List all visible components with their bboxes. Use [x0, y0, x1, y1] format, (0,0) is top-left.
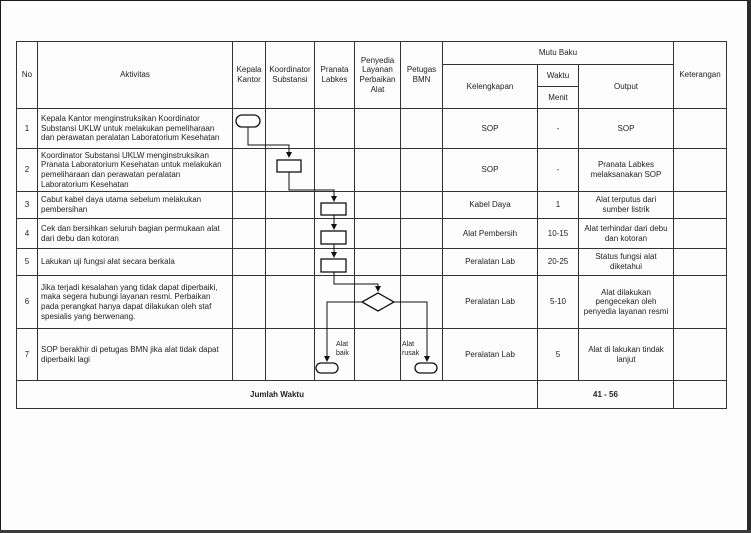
row-kelengkapan: Alat Pembersih	[443, 219, 538, 249]
table-row	[17, 276, 727, 329]
row-kelengkapan: Kabel Daya	[443, 192, 538, 219]
table-row	[17, 329, 727, 381]
row-output: Alat di lakukan tindak lanjut	[579, 329, 674, 381]
header-waktu: Waktu	[538, 65, 579, 87]
row-keterangan	[674, 149, 727, 192]
scan-edge-right	[747, 0, 751, 533]
row-keterangan	[674, 249, 727, 276]
row-no: 3	[17, 192, 38, 219]
flow-label-alat-baik: Alat baik	[336, 341, 349, 357]
row-aktivitas: Jika terjadi kesalahan yang tidak dapat diperbaiki, maka segera hubungi layanan resmi. Perbaikan pada perangkat hanya dapat dilakukan oleh staf spesialis yang berwenang.	[38, 276, 233, 329]
row-waktu: 5	[538, 329, 579, 381]
row-waktu: 20-25	[538, 249, 579, 276]
header-keterangan: Keterangan	[674, 42, 727, 109]
row-kelengkapan: Peralatan Lab	[443, 276, 538, 329]
table-row	[17, 109, 727, 149]
row-no: 4	[17, 219, 38, 249]
table-row	[17, 249, 727, 276]
row-no: 2	[17, 149, 38, 192]
header-no: No	[17, 42, 38, 109]
table-row	[17, 192, 727, 219]
table-row	[17, 149, 727, 192]
row-no: 5	[17, 249, 38, 276]
row-aktivitas: Lakukan uji fungsi alat secara berkala	[38, 249, 233, 276]
row-output: Alat dilakukan pengecekan oleh penyedia layanan resmi	[579, 276, 674, 329]
row-kelengkapan: Peralatan Lab	[443, 329, 538, 381]
header-output: Output	[579, 65, 674, 109]
row-kelengkapan: SOP	[443, 109, 538, 149]
header-menit: Menit	[538, 87, 579, 109]
row-waktu: 1	[538, 192, 579, 219]
row-output: SOP	[579, 109, 674, 149]
row-keterangan	[674, 192, 727, 219]
row-aktivitas: SOP berakhir di petugas BMN jika alat tidak dapat diperbaiki lagi	[38, 329, 233, 381]
header-mutu-baku: Mutu Baku	[443, 42, 674, 65]
flow-label-alat-rusak: Alat rusak	[402, 341, 420, 357]
row-waktu: -	[538, 109, 579, 149]
total-row	[17, 381, 727, 409]
row-keterangan	[674, 219, 727, 249]
header-aktivitas: Aktivitas	[38, 42, 233, 109]
table-row	[17, 219, 727, 249]
header-role-koordinator-substansi: Koordinator Substansi	[266, 42, 315, 109]
header-role-pranata-labkes: Pranata Labkes	[315, 42, 355, 109]
row-waktu: 5-10	[538, 276, 579, 329]
header-kelengkapan: Kelengkapan	[443, 65, 538, 109]
row-output: Alat terputus dari sumber listrik	[579, 192, 674, 219]
row-keterangan	[674, 109, 727, 149]
row-no: 6	[17, 276, 38, 329]
row-output: Status fungsi alat diketahui	[579, 249, 674, 276]
header-role-kepala-kantor: Kepala Kantor	[233, 42, 266, 109]
sop-table	[16, 41, 727, 409]
header-role-petugas-bmn: Petugas BMN	[401, 42, 443, 109]
row-aktivitas: Cabut kabel daya utama sebelum melakukan pembersihan	[38, 192, 233, 219]
row-no: 1	[17, 109, 38, 149]
total-label: Jumlah Waktu	[17, 381, 538, 409]
row-no: 7	[17, 329, 38, 381]
header-role-penyedia-layanan: Penyedia Layanan Perbaikan Alat	[355, 42, 401, 109]
row-aktivitas: Kepala Kantor menginstruksikan Koordinator Substansi UKLW untuk melakukan pemeliharaan dan perawatan peralatan Laboratorium Kesehatan	[38, 109, 233, 149]
row-waktu: 10-15	[538, 219, 579, 249]
row-aktivitas: Koordinator Substansi UKLW menginstruksikan Pranata Laboratorium Kesehatan untuk melakukan pemeliharaan dan perawatan peralatan Laboratorium Kesehatan	[38, 149, 233, 192]
row-waktu: -	[538, 149, 579, 192]
total-value: 41 - 56	[538, 381, 674, 409]
row-output: Pranata Labkes melaksanakan SOP	[579, 149, 674, 192]
row-aktivitas: Cek dan bersihkan seluruh bagian permukaan alat dari debu dan kotoran	[38, 219, 233, 249]
row-kelengkapan: Peralatan Lab	[443, 249, 538, 276]
row-keterangan	[674, 329, 727, 381]
row-kelengkapan: SOP	[443, 149, 538, 192]
row-output: Alat terhindar dari debu dan kotoran	[579, 219, 674, 249]
row-keterangan	[674, 276, 727, 329]
